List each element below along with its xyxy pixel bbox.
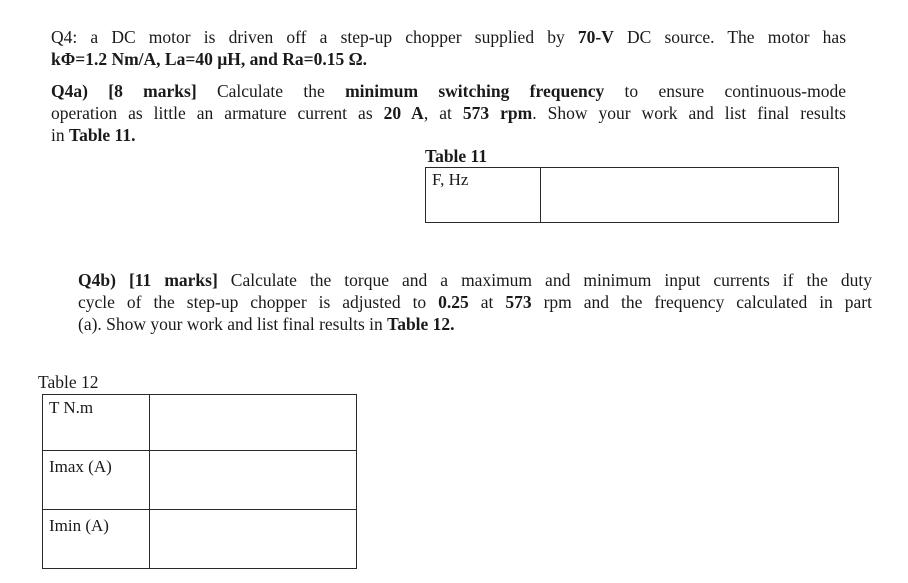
q4a-label: Q4a) [8 marks] [51,81,197,101]
q4a-text-1: Calculate the [196,81,346,101]
q4a-bold-3: 573 rpm [462,103,533,123]
q4a-bold-1: minimum switching frequency [345,81,605,101]
table-11-value-cell[interactable] [541,168,839,223]
q4b-line-3 [78,313,872,335]
source-voltage: 70-V [577,27,614,47]
q4b-line-1 [78,269,872,291]
q4-intro-text-end: DC source. The motor has [613,27,847,47]
q4a-paragraph [51,80,846,146]
q4b-paragraph [78,269,872,335]
q4a-text-2: to ensure continuous-mode [604,81,847,101]
q4b-text-3: at [468,292,506,312]
q4-intro-paragraph [51,26,846,70]
motor-parameters: kΦ=1.2 Nm/A, La=40 µH, and Ra=0.15 Ω. [51,49,367,69]
table-12-value-imax[interactable] [150,451,357,510]
q4a-text-4: , at [423,103,463,123]
q4b-text-4: rpm and the frequency calculated in part [531,292,872,312]
q4a-bold-2: 20 A [383,103,424,123]
q4a-text-6: in [51,125,69,145]
table-11-label-cell: F, Hz [426,168,541,223]
q4b-text-2: cycle of the step-up chopper is adjusted to [78,292,439,312]
q4a-bold-4: Table 11. [69,125,136,145]
q4b-text-1: Calculate the torque and a maximum and minimum input currents if the duty [217,270,872,290]
table-11 [425,167,839,223]
q4-intro-line-1 [51,26,846,48]
table-12-label-imin: Imin (A) [43,510,150,569]
q4a-text-5: . Show your work and list final results [532,103,846,123]
table-12-caption: Table 12 [38,372,99,392]
q4b-bold-3: Table 12. [387,314,455,334]
table-12-label-torque: T N.m [43,395,150,451]
q4b-label: Q4b) [11 marks] [78,270,218,290]
table-12-label-imax: Imax (A) [43,451,150,510]
q4-intro-text: Q4: a DC motor is driven off a step-up chopper supplied by [51,27,578,47]
q4-intro-line-2 [51,48,846,70]
table-12-value-imin[interactable] [150,510,357,569]
q4b-bold-2: 573 [505,292,532,312]
q4a-text-3: operation as little an armature current as [51,103,384,123]
q4b-bold-1: 0.25 [438,292,469,312]
table-row [426,168,839,223]
q4a-line-1 [51,80,846,102]
q4a-line-2 [51,102,846,124]
table-row [43,395,357,451]
q4b-text-5: (a). Show your work and list final results in [78,314,388,334]
table-row [43,510,357,569]
table-11-caption: Table 11 [425,146,488,166]
table-row [43,451,357,510]
q4b-line-2 [78,291,872,313]
table-12 [42,394,357,569]
table-12-value-torque[interactable] [150,395,357,451]
q4a-line-3 [51,124,846,146]
